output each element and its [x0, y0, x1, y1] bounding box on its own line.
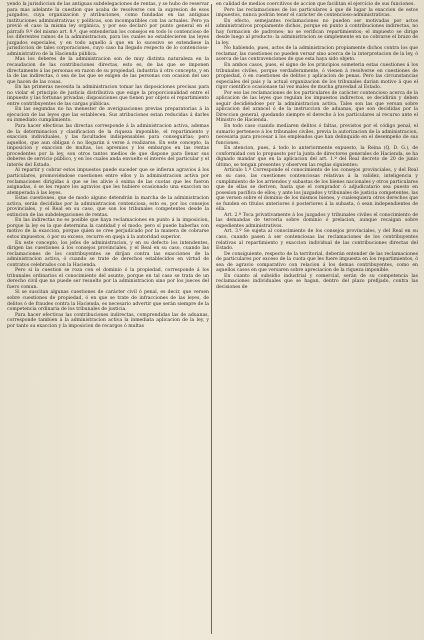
paragraph: Para hacer efectivas las contribuciones indirectas, comprendidas las de aduanas, corresponde tambien á la administracion activa la inmediata aplicacion de la ley, y por tanto su exaccion y la imposicion de recargos ó multas [7, 312, 209, 329]
column-divider [211, 4, 212, 634]
paragraph: Para hacer efectivas las directas corresponde á la administracion activa, ademas de la determinacion y clasificacion de la riqueza imponible, el repartimiento y exaccion individuales, y las facultades indispensables para conseguirlas; pero aquellos, que aun obligan ó no llegarán á verse á realizarse. En este concepto, la imposicion y exaccion de multas, los apremios y los embargos en las rentas procedentes por la ley, son otros tantos medios de que dispone para llenar sus deberes de servicio público, y en los cuales anda envuelto el interés del particular y el interés del Estado. [7, 124, 209, 168]
paragraph: yendo la jurisdiccion de las antiguas subdelegaciones de rentas, y se hubo de reservar para mas adelante la cuestion que acaba de resolverse con la supresion de esos juzgados, cuya organizacion y atribuciones, como fundadas en las antiguas instituciones administrativas y politicas, son incompatibles con las actuales. Pero ya previó el caso la misma ley orgánica, y por eso declaró por punto general en el párrafo 9.º del mismo art. 8.º, que entenderian los consejos en todo lo contencioso de los diferentes ramos de la administracion, para los cuales no establecieren las leyes juzgados especiales, y en todo aquello á que en lo sucesivo se extendiese la jurisdiccion de tales corporaciones, cuyo caso ha llegado respecto de lo contencioso-administrativo de la Hacienda pública. [7, 2, 209, 57]
paragraph: En este concepto, los jefes de administracion, y en su defecto los intendentes, dirigen las cuestiones á los consejos provinciales, y el Real en su caso, cuando las reclamaciones de los contribuyentes se dirijan contra las exacciones de la administracion activa, ó cuando se trate de derechos establecidos en virtud de contratos celebrados con la Hacienda. [7, 240, 209, 268]
paragraph: Al repartir y cobrar estos impuestos puede suceder que se infieran agravios á los particulares, promoviéndose cuestiones entre ellos y la administracion activa por reclamaciones dirigidas á que se les alivie ó exima de las cuotas que les fueron asignadas, ó se les repare los agravios que les hubiere ocasionado una exaccion no atemperada á las leyes. [7, 168, 209, 196]
paragraph: Pero si la cuestion se roza con el dominio ó la propiedad, corresponde á los tribunales ordinarios el conocimiento del asunto, porque en tal caso se trata de un derecho civil que no puede ser resuelto por la administracion sino por los jueces del fuero comun. [7, 268, 209, 290]
paragraph: Pero las reclamaciones de los particulares á que dé lugar la exaccion de estos impuestos, nunca podrán tener el carácter de contencioso-administrativas. [216, 7, 418, 19]
paragraph: En las indirectas no es posible que haya reclamaciones en punto á la imposicion, porque la ley es la que determina la cantidad y el modo; pero sí puede haberlas con motivo de la exaccion, porque quien se cree perjudicado por la manera de cobrarse estos impuestos, ó por su exceso, recurre en queja á la autoridad superior. [7, 218, 209, 240]
right-column [216, 2, 418, 290]
paragraph: Por eso las reclamaciones de los particulares de carácter contencioso acerca de la aplicacion de las leyes que regulan los impuestos indirectos, se decidirán y deben seguir decidiéndose por la administracion activa. Tales son las que versan sobre aplicacion del arancel ó de la instruccion de aduanas, que son decididas por la Direccion general, quedando siempre el derecho á los particulares al recurso ante el Ministro de Hacienda. [216, 90, 418, 124]
paragraph: Art. 2.º Toca privativamente á los juzgados y tribunales civiles el conocimiento de las demandas de tercería sobre dominio ó prelacion, aunque recaigan sobre expedientes administrativos. [216, 212, 418, 229]
paragraph: En cuanto al subsidio industrial y comercial, serán de su competencia las reclamaciones individuales que se hagan, dentro del plazo prefijado, contra las decisiones de [216, 273, 418, 290]
paragraph: en calidad de medios coercitivos de accion que facilitan el ejercicio de sus funciones. [216, 2, 415, 7]
paragraph: En atencion, pues, á todo lo anteriormente expuesto, la Reina (Q. D. G.), de conformidad con lo propuesto por la junta de directores generales de Hacienda, se ha dignado mandar que en la aplicacion del art. 1.º del Real decreto de 20 de junio último, se tengan presentes y observen las reglas siguientes: [216, 146, 418, 168]
paragraph: En efecto, semejantes reclamaciones no pueden ser motivadas por actos administrativos propiamente dichos, porque en punto á contribuciones indirectas, no hay formacion de padrones; no se verifican repartimientos; el impuesto se dirige desde luego al producto: la administracion se simplemente en no cobrarse el brazo de la ley. [216, 18, 418, 46]
paragraph: Estas cuestiones, que de modo alguno detendrán la marcha de la administracion activa, serán decididas por la administracion contenciosa, esto es, por los consejos provinciales, y el Real en su caso, que son los tribunales competentes desde la extincion de las subdelegaciones de rentas. [7, 196, 209, 218]
paragraph: Mas los deberes de la administracion son de muy distinta naturaleza en la recaudacion de las contribuciones directas, esto es, de las que se imponen directamente á las personas en razon de su propiedad, industria ú otro concepto, y en la de las indirectas, ó sea de las que se exigen de las personas con ocasion del uso que hacen de las cosas. [7, 57, 209, 85]
paragraph: Art. 3.º Se sujeta al conocimiento de los consejos provinciales, y del Real en su caso, cuando pasen á ser contenciosas las reclamaciones de los contribuyentes relativas al repartimiento y exaccion individual de las contribuciones directas del Estado. [216, 229, 418, 252]
paragraph: En ambos casos, pues, el signo de los principios someteria estas cuestiones á los tribunales civiles, porque verdaderamente, ó vienen á resolverse en cuestiones de propiedad, ó en cuestiones de delitos y aplicacion de penas. Pero las circunstancias especiales del pais y la actual organizacion de los tribunales darian motivo á que el rigor científico ocasionase tal vez males de mucha gravedad al Estado. [216, 63, 418, 91]
paragraph: De consiguiente, respecto de la territorial, deberán entender de las reclamaciones de particulares por exceso de la cuota que les fuere impuesta en los repartimientos, ó sea de agravio comparativo con relacion á los demas contribuyentes, como en aquellos casos en que versaren sobre apreciacion de la riqueza imponible. [216, 251, 418, 274]
paragraph: En todo caso cuando mediaren delitos ó faltas, previstos por el código penal, el sumario pertenece á los tribunales civiles, previa la autorizacion de la administracion, necesaria para procesar á los empleados que han delinquido en el desempeño de sus funciones. [216, 124, 418, 146]
paragraph: Artículo 1.º Corresponde el conocimiento de los consejos provinciales, y del Real en su caso, las cuestiones contenciosas relativas á la validez, inteligencia y cumplimiento de los arriendos y subastas de los bienes nacionales y otros particulares que de ellas se deriven, hasta que el comprador ó adjudicatario sea puesto en posesion pacífica de ellos; y ante los juzgados y tribunales de justicia competentes, las que versen sobre el dominio de los mismos bienes, y cualesquiera otros derechos que se funden en títulos anteriores ó posteriores á la subasta, ó sean independientes de ella. [216, 168, 418, 213]
paragraph: En las primeras necesita la administracion tomar las disposiciones precisas para no violar el principio de justicia distributiva que exige la proporcionalidad entre el impuesto y las fortunas privadas; disposiciones que tienen por objeto el repartimiento entre contribuyentes de las cargas públicas. [7, 85, 209, 107]
paragraph: En las segundas no ha menester de averiguaciones previas preparatorias á la ejecucion de las leyes que las establecen. Sus atribuciones estan reducidas á darles su inmediato cumplimiento. [7, 107, 209, 124]
paragraph: No habiendo, pues, actos de la administracion propiamente dichos contra los que reclamar, las cuestiones no pueden versar sino acerca de la interpretacion de la ley, ó acerca de las contravenciones de que esta haya sido objeto. [216, 46, 418, 63]
paragraph: Si se suscitan algunas cuestiones de carácter civil ó penal, es decir, que versen sobre cuestiones de propiedad, ó en que se trate de infracciones de las leyes, de delitos ó de fraudes contra la Hacienda, es necesario advertir que serán siempre de la competencia ordinaria de los tribunales de justicia. [7, 290, 209, 313]
left-column [7, 2, 209, 329]
